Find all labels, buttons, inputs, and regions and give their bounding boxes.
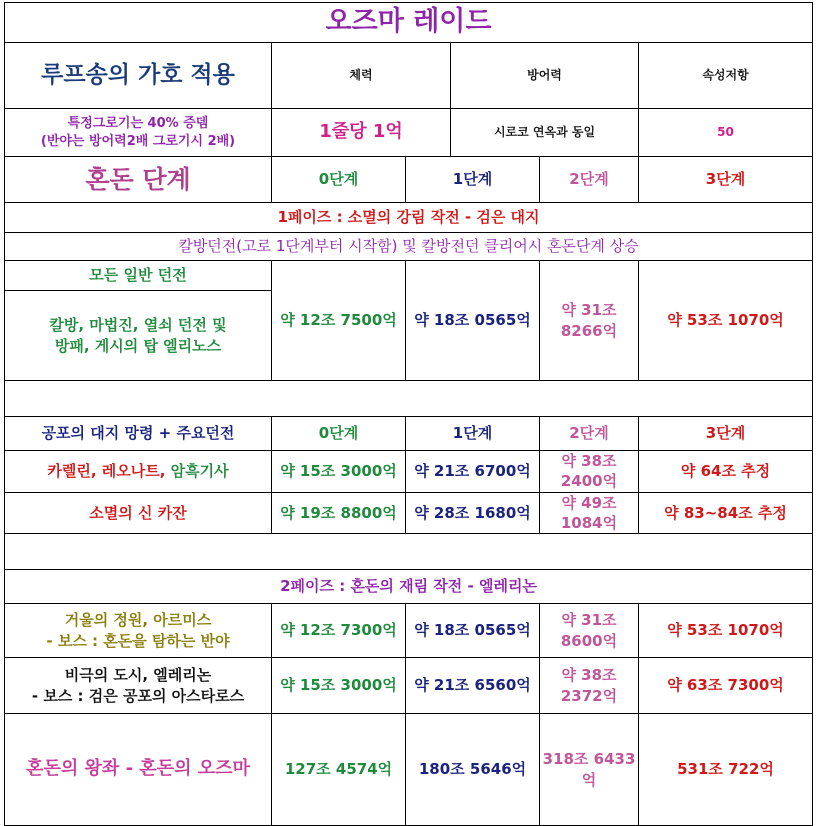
spacer-cell-2 — [5, 534, 813, 570]
kazan-label: 소멸의 신 카잔 — [5, 492, 272, 534]
stage-0: 0단계 — [272, 157, 406, 203]
fear-label: 공포의 대지 망령 + 주요던전 — [5, 417, 272, 451]
kazan-value-0: 약 19조 8800억 — [272, 492, 406, 534]
normal-value-1: 약 18조 0565억 — [406, 261, 540, 381]
final-label: 혼돈의 왕좌 - 혼돈의 오즈마 — [5, 714, 272, 826]
normal-sub-line2: 방패, 게시의 탑 엘리노스 — [54, 336, 222, 355]
fear-header-row — [5, 417, 813, 451]
fear-stage-1: 1단계 — [406, 417, 540, 451]
karelin-row — [5, 451, 813, 493]
def-header: 방어력 — [451, 43, 639, 109]
final-value-0: 127조 4574억 — [272, 714, 406, 826]
mirror-line2: - 보스 : 혼돈을 탐하는 반야 — [46, 631, 230, 650]
tragic-line1: 비극의 도시, 엘레리논 — [64, 666, 212, 685]
phase2-title: 2페이즈 : 혼돈의 재림 작전 - 엘레리논 — [5, 570, 813, 604]
normal-value-0: 약 12조 7500억 — [272, 261, 406, 381]
karelin-value-2: 약 38조 2400억 — [540, 451, 639, 493]
tragic-value-3: 약 63조 7300억 — [639, 658, 813, 714]
normal-value-3: 약 53조 1070억 — [639, 261, 813, 381]
hp-value: 1줄당 1억 — [272, 109, 451, 157]
stage-2: 2단계 — [540, 157, 639, 203]
hp-header: 체력 — [272, 43, 451, 109]
groggy-line1: 특정그로기는 40% 증뎀 — [67, 115, 209, 131]
page-title: 오즈마 레이드 — [5, 3, 813, 43]
mirror-value-1: 약 18조 0565억 — [406, 604, 540, 658]
chaos-stage-row — [5, 157, 813, 203]
final-row — [5, 714, 813, 826]
mirror-value-2: 약 31조 8600억 — [540, 604, 639, 658]
tragic-value-1: 약 21조 6560억 — [406, 658, 540, 714]
mirror-label — [5, 604, 272, 658]
res-value: 50 — [639, 109, 813, 157]
normal-label-row — [5, 261, 813, 291]
karelin-name-a: 카렐린, 레오나트, — [47, 462, 171, 481]
mirror-value-0: 약 12조 7300억 — [272, 604, 406, 658]
karelin-value-1: 약 21조 6700억 — [406, 451, 540, 493]
karelin-value-3: 약 64조 추정 — [639, 451, 813, 493]
normal-sub-line1: 칼방, 마법진, 열쇠 던전 및 — [49, 316, 227, 335]
stage-1: 1단계 — [406, 157, 540, 203]
kazan-value-2: 약 49조 1084억 — [540, 492, 639, 534]
stage-3: 3단계 — [639, 157, 813, 203]
final-value-3: 531조 722억 — [639, 714, 813, 826]
fear-stage-3: 3단계 — [639, 417, 813, 451]
final-value-2: 318조 6433억 — [540, 714, 639, 826]
kazan-value-3: 약 83~84조 추정 — [639, 492, 813, 534]
spacer-cell-1 — [5, 381, 813, 417]
karelin-label — [5, 451, 272, 493]
groggy-line2: (반야는 방어력2배 그로기시 2배) — [40, 133, 236, 149]
spacer-row-2 — [5, 534, 813, 570]
lupus-row — [5, 43, 813, 109]
phase1-title: 1페이즈 : 소멸의 강림 작전 - 검은 대지 — [5, 203, 813, 233]
fear-stage-2: 2단계 — [540, 417, 639, 451]
spacer-row-1 — [5, 381, 813, 417]
def-value: 시로코 연옥과 동일 — [451, 109, 639, 157]
kazan-row — [5, 492, 813, 534]
final-value-1: 180조 5646억 — [406, 714, 540, 826]
normal-dungeon-label: 모든 일반 던전 — [5, 261, 272, 291]
phase1-note-row — [5, 233, 813, 261]
phase1-title-row — [5, 203, 813, 233]
karelin-value-0: 약 15조 3000억 — [272, 451, 406, 493]
tragic-line2: - 보스 : 검은 공포의 아스타로스 — [31, 686, 245, 705]
normal-dungeon-sub — [5, 291, 272, 381]
fear-stage-0: 0단계 — [272, 417, 406, 451]
groggy-note — [5, 109, 272, 157]
ozma-raid-table — [4, 2, 813, 826]
tragic-row — [5, 658, 813, 714]
mirror-row — [5, 604, 813, 658]
mirror-value-3: 약 53조 1070억 — [639, 604, 813, 658]
mirror-line1: 거울의 정원, 아르미스 — [64, 611, 212, 630]
normal-value-2: 약 31조 8266억 — [540, 261, 639, 381]
title-row — [5, 3, 813, 43]
lupus-label: 루프송의 가호 적용 — [5, 43, 272, 109]
phase2-title-row — [5, 570, 813, 604]
groggy-row — [5, 109, 813, 157]
phase1-note: 칼방던전(고로 1단계부터 시작함) 및 칼방전던 클리어시 혼돈단계 상승 — [5, 233, 813, 261]
tragic-label — [5, 658, 272, 714]
res-header: 속성저항 — [639, 43, 813, 109]
tragic-value-2: 약 38조 2372억 — [540, 658, 639, 714]
tragic-value-0: 약 15조 3000억 — [272, 658, 406, 714]
chaos-stage-label: 혼돈 단계 — [5, 157, 272, 203]
karelin-name-b: 암흑기사 — [170, 462, 229, 481]
kazan-value-1: 약 28조 1680억 — [406, 492, 540, 534]
